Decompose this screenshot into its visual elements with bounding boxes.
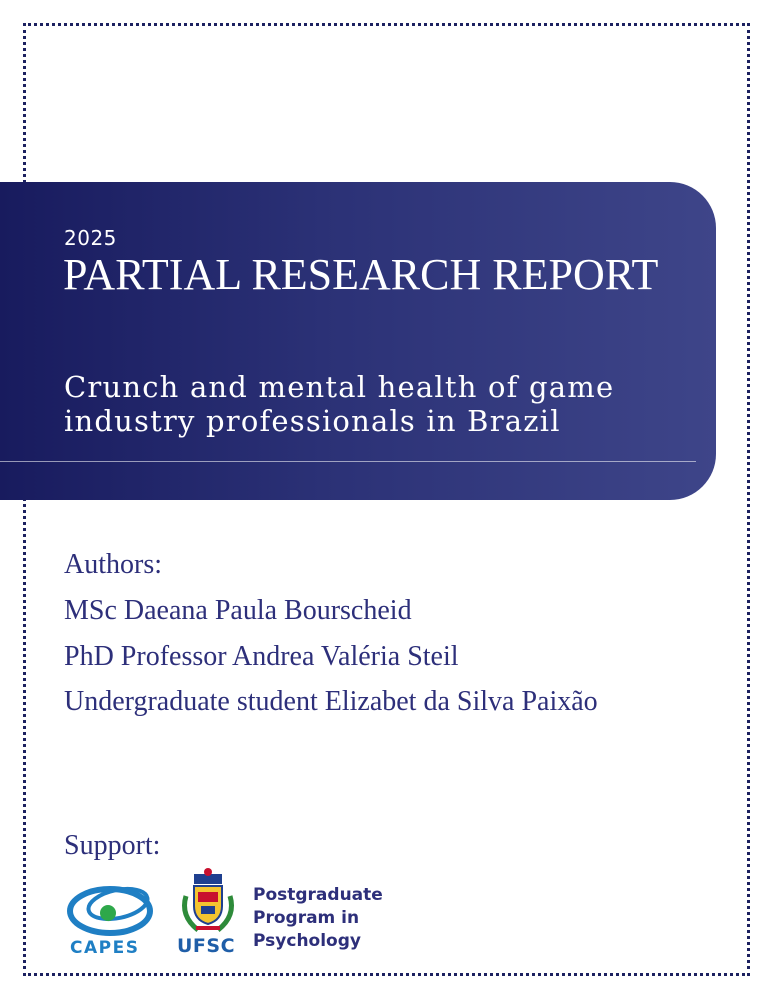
author-1: MSc Daeana Paula Bourscheid	[64, 595, 412, 626]
report-subtitle: Crunch and mental health of game industry professionals in Brazil	[64, 370, 615, 438]
program-name	[253, 884, 383, 953]
ufsc-crest-icon	[176, 866, 240, 938]
author-3: Undergraduate student Elizabet da Silva Paixão	[64, 686, 598, 717]
program-line-1: Postgraduate	[253, 885, 383, 905]
author-2: PhD Professor Andrea Valéria Steil	[64, 641, 459, 672]
report-year: 2025	[64, 226, 117, 250]
program-line-3: Psychology	[253, 931, 361, 951]
banner-divider	[0, 461, 696, 462]
report-title: PARTIAL RESEARCH REPORT	[63, 250, 659, 299]
capes-label: CAPES	[70, 938, 140, 958]
authors-heading: Authors:	[64, 549, 162, 580]
support-heading: Support:	[64, 830, 161, 861]
ufsc-label: UFSC	[177, 935, 236, 957]
program-line-2: Program in	[253, 908, 360, 928]
